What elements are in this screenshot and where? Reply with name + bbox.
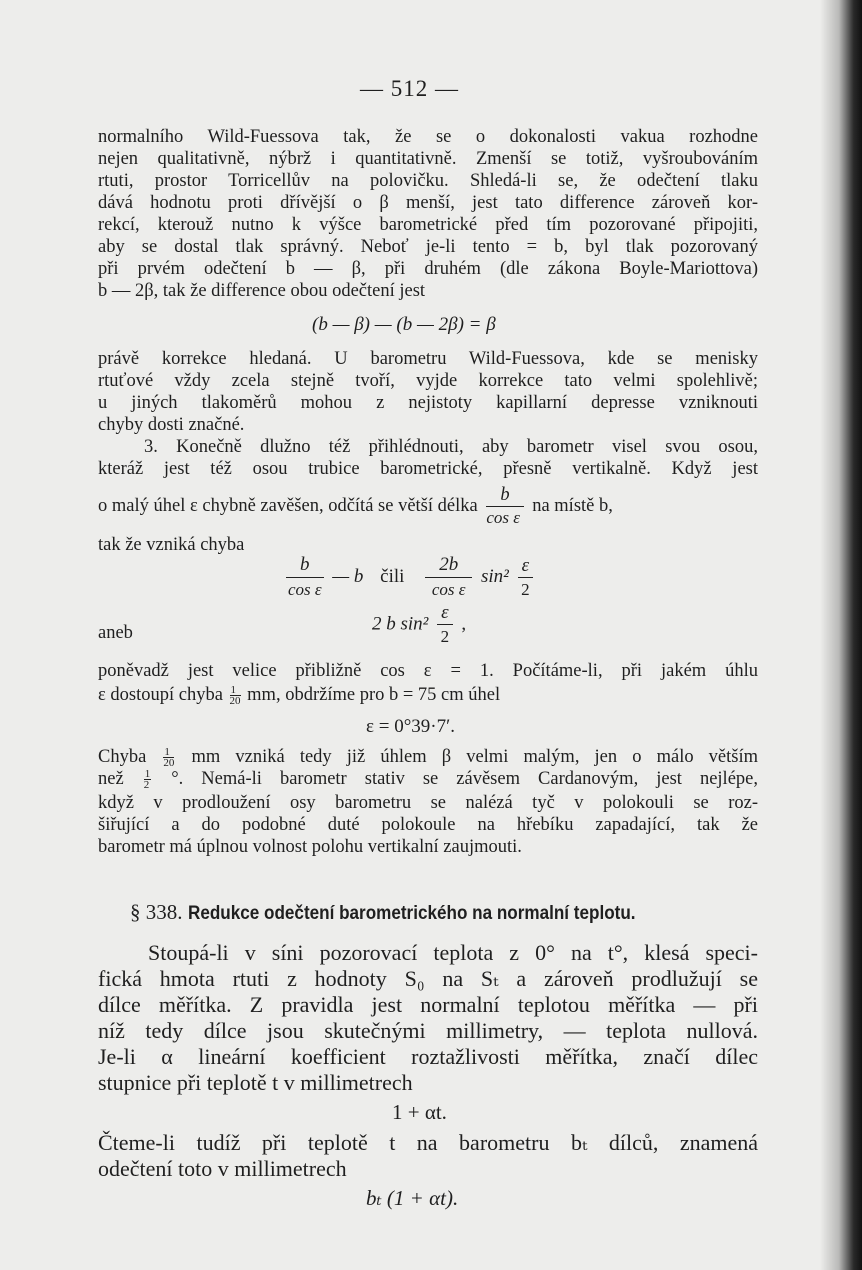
fraction bbox=[286, 554, 324, 601]
text-line: poněvadž jest velice přibližně cos ε = 1. Počítáme-li, při jakém úhlu bbox=[98, 661, 758, 681]
text-line: barometr má úplnou volnost polohu vertikalní zaujmouti. bbox=[98, 837, 522, 857]
text-line: u jiných tlakoměrů mohou z nejistoty kapillarní depresse vzniknouti bbox=[98, 393, 758, 413]
text-fragment: ε dostoupí chyba bbox=[98, 685, 223, 705]
text-line: aby se dostal tlak správný. Neboť je-li tento = b, byl tlak pozorovaný bbox=[98, 237, 758, 257]
text-line: odečtení toto v millimetrech bbox=[98, 1156, 347, 1181]
fraction-denominator: cos ε bbox=[431, 580, 466, 599]
fraction-numerator: ε bbox=[518, 555, 534, 578]
text-line-with-fraction bbox=[98, 684, 758, 706]
equation-term: , bbox=[461, 613, 467, 635]
text-line: při prvém odečtení b — β, při druhém (dle zákona Boyle-Mariottova) bbox=[98, 259, 758, 279]
text-line: dílce měřítka. Z pravidla jest normalní teplotou měřítka — při bbox=[98, 992, 758, 1017]
page-edge-shadow bbox=[820, 0, 862, 1270]
text-line: rekcí, kterouž nutno k výšce barometrické před tím pozorované připojiti, bbox=[98, 215, 758, 235]
text-line: aneb bbox=[98, 623, 133, 643]
fraction-numerator: 1 bbox=[230, 685, 241, 696]
equation-term: 2 b sin² bbox=[372, 613, 429, 635]
fraction-denominator: 2 bbox=[143, 779, 150, 792]
text-line: chyby dosti značné. bbox=[98, 415, 245, 435]
fraction-numerator: b bbox=[286, 554, 324, 578]
fraction-denominator: 20 bbox=[163, 757, 175, 770]
fraction-denominator: 2 bbox=[440, 627, 450, 646]
text-line: 3. Konečně dlužno též přihlédnouti, aby barometr visel svou osou, bbox=[144, 437, 758, 457]
text-fragment: Chyba bbox=[98, 747, 147, 767]
fraction-denominator: cos ε bbox=[486, 508, 520, 528]
equation-term: — b bbox=[332, 565, 364, 587]
fraction-numerator: 1 bbox=[144, 768, 151, 781]
fraction-numerator: 1 bbox=[163, 747, 174, 758]
text-line: rtuti, prostor Torricellův na polovičku. Shledá-li se, že odečtení tlaku bbox=[98, 171, 758, 191]
text-fragment: mm vzniká tedy již úhlem β velmi malým, jen o málo větším bbox=[191, 747, 759, 767]
fraction bbox=[518, 555, 534, 601]
equation-word: čili bbox=[380, 565, 405, 587]
equation-term: sin² bbox=[480, 565, 509, 587]
text-line: rtuťové vždy zcela stejně tvoří, vyjde korrekce tato velmi spolehlivě; bbox=[98, 371, 758, 391]
text-line: když v prodloužení osy barometru se nalézá tyč v polokouli se roz- bbox=[98, 793, 758, 813]
text-line: kteráž jest též osou trubice barometrické, přesně vertikalně. Když jest bbox=[98, 459, 758, 479]
text-fragment: na místě b, bbox=[532, 496, 613, 516]
fraction-numerator: b bbox=[486, 485, 523, 507]
small-fraction bbox=[163, 747, 174, 768]
page-number: — 512 — bbox=[360, 76, 459, 101]
text-line: Stoupá-li v síni pozorovací teplota z 0° na t°, klesá speci- bbox=[148, 940, 758, 965]
fraction-denominator: 20 bbox=[229, 695, 241, 708]
text-line: Čteme-li tudíž při teplotě t na barometru bₜ dílců, znamená bbox=[98, 1130, 758, 1155]
text-line: níž tedy dílce jsou skutečnými millimetry, — teplota nullová. bbox=[98, 1018, 758, 1043]
equation-angle: ε = 0°39·7′. bbox=[366, 716, 456, 737]
text-line: šiřující a do podobné duté polokoule na hřebíku zapadající, tak že bbox=[98, 815, 758, 835]
text-fragment: mm, obdržíme pro b = 75 cm úhel bbox=[247, 685, 501, 705]
fraction-denominator: cos ε bbox=[287, 580, 322, 599]
equation-scale: 1 + αt. bbox=[392, 1100, 447, 1124]
text-line: právě korrekce hledaná. U barometru Wild-Fuessova, kde se menisky bbox=[98, 349, 758, 369]
equation-difference: (b — β) — (b — 2β) = β bbox=[312, 314, 496, 335]
text-line: stupnice při teplotě t v millimetrech bbox=[98, 1070, 413, 1095]
fraction-numerator: ε bbox=[437, 602, 453, 625]
section-title: Redukce odečtení barometrického na normalní teplotu. bbox=[187, 903, 636, 924]
fraction bbox=[486, 485, 523, 528]
text-line: nejen qualitativně, nýbrž i quantitativně. Zmenší se totiž, vyšroubováním bbox=[98, 149, 758, 169]
text-line: fická hmota rtuti z hodnoty S₀ na Sₜ a zároveň prodlužují se bbox=[98, 966, 758, 991]
text-line-with-fraction bbox=[98, 746, 758, 768]
text-line-with-fraction bbox=[98, 768, 758, 790]
small-fraction bbox=[144, 769, 152, 790]
text-fragment: než bbox=[98, 769, 124, 789]
text-line: normalního Wild-Fuessova tak, že se o dokonalosti vakua rozhodne bbox=[98, 127, 758, 147]
text-fragment: °. Nemá-li barometr stativ se závěsem Cardanovým, jest nejlépe, bbox=[171, 769, 758, 789]
text-fragment: o malý úhel ε chybně zavěšen, odčítá se větší délka bbox=[98, 496, 478, 516]
fraction-numerator: 2b bbox=[425, 554, 472, 578]
fraction bbox=[437, 602, 453, 648]
section-heading bbox=[130, 900, 685, 925]
section-number: § 338. bbox=[130, 900, 183, 924]
fraction bbox=[425, 554, 472, 601]
text-line: tak že vzniká chyba bbox=[98, 535, 245, 555]
text-line: b — 2β, tak že difference obou odečtení jest bbox=[98, 281, 426, 301]
equation-error bbox=[282, 554, 537, 601]
text-line: dává hodnotu proti dřívější o β menší, jest tato difference zároveň kor- bbox=[98, 193, 758, 213]
equation-reading: bₜ (1 + αt). bbox=[366, 1186, 459, 1210]
fraction-denominator: 2 bbox=[521, 579, 530, 599]
text-line: Je-li α lineární koefficient roztažlivosti měřítka, značí dílec bbox=[98, 1044, 758, 1069]
text-line-with-fraction bbox=[98, 484, 758, 528]
small-fraction bbox=[230, 685, 241, 706]
equation-alternative bbox=[372, 602, 466, 648]
